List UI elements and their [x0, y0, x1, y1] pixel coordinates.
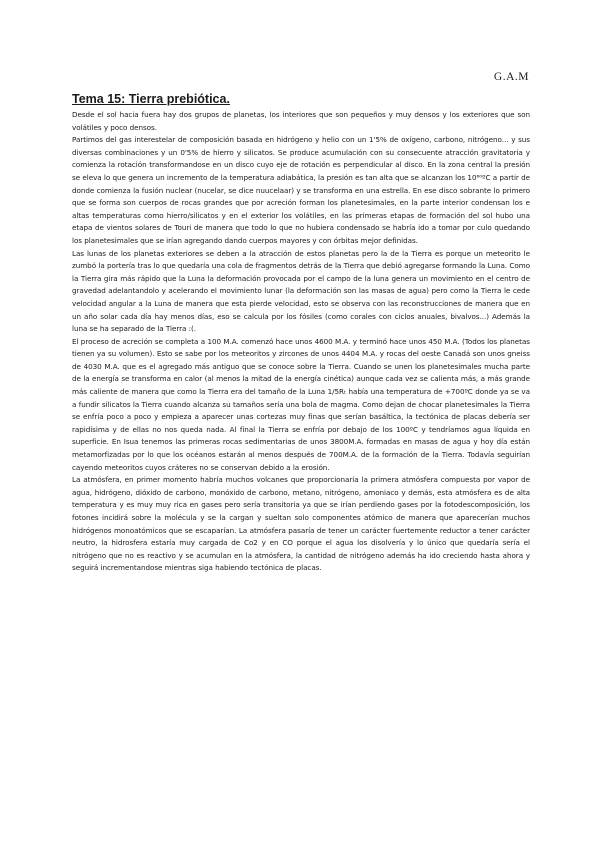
- paragraph-moon-formation: Las lunas de los planetas exteriores se deben a la atracción de estos planetas pero la de la Tierra es porque un meteorito le zumbó la portería tras lo que quedaría una cola de fragmentos detrás de la Tierra que debió agregarse formando la Luna. Como la Tierra gira más rápido que la Luna la deformación provocada por el campo de la luna genera un movimiento en el centro de gravedad adelantandolo y acelerando el movimiento lunar (la deformación son las masas de agua) pero como la Tierra le cede velocidad angular a la Luna de manera que esta pierde velocidad, esto se observa con las reconstrucciones de manera que en un año solar cada día hay menos días, eso se calcula por los fósiles (como corales con ciclos anuales, bivalvos...) Además la luna se ha separado de la Tierra :(.: [72, 248, 530, 334]
- paragraph-interstellar-gas: Partimos del gas interestelar de composición basada en hidrógeno y helio con un 1'5% de oxígeno, carbono, nitrógeno... y sus diversas combinaciones y un 0'5% de hierro y silicatos. Se produce acumulación con su consecuente atracción gravitatoria y comienza la rotación transformandose en un disco cuyo eje de rotación es perpendicular al disco. En la zona central la presión se eleva lo que genera un incremento de la temperatura adiabática, la presión es tan alta que se alcanzan los 10⁶⁰ºC a partir de donde comienza la fusión nuclear (nucelar, se dice nuucelaar) y se transforma en una estrella. En ese disco sobrante lo primero que se forma son cuerpos de rocas grandes que por acreción forman los planetesimales, en la parte interior condensan los e altas temperaturas como hierro/silicatos y en el exterior los volátiles, en las primeras etapas de formación del sol hubo una etapa de vientos solares de Touri de manera que todo lo que no hubiera condensado se habría ido a tomar por culo quedando los planetesimales que se irían agregando dando cuerpos mayores y con órbitas mejor definidas.: [72, 135, 530, 245]
- paragraph-atmosphere: La atmósfera, en primer momento habría muchos volcanes que proporcionaría la primera atmósfera compuesta por vapor de agua, hidrógeno, dióxido de carbono, monóxido de carbono, metano, nitrógeno, amoniaco y demás, esta atmósfera es de alta temperatura y es muy muy rica en gases pero sería transitoria ya que se irían perdiendo gases por la fotodescomposición, los fotones incidirá sobre la molécula y se la cargan y sueltan solo componentes atómico de manera que aparecerían muchos hidrógenos monoatómicos que se escaparían. La atmósfera pasaría de tener un carácter fuertemente reductor a tener carácter neutro, la hidrosfera estaría muy cargada de Co2 y en CO porque el agua los disolvería y lo único que quedaría sería el nitrógeno que no es reactivo y se acumulan en la atmósfera, la cantidad de nitrógeno además ha ido creciendo hasta ahora y seguirá incrementandose mientras siga habiendo tectónica de placas.: [72, 475, 530, 573]
- document-body: [72, 92, 530, 575]
- paragraph-planet-groups: Desde el sol hacia fuera hay dos grupos de planetas, los interiores que son pequeños y muy densos y los exteriores que son volátiles y poco densos.: [72, 110, 530, 132]
- author-initials: G.A.M: [493, 71, 529, 83]
- paragraph-accretion: El proceso de acreción se completa a 100 M.A. comenzó hace unos 4600 M.A. y terminó hace unos 450 M.A. (Todos los planetas tienen ya su volumen). Esto se sabe por los meteoritos y zircones de unos 4404 M.A. y rocas del oeste Canadá son unos gneiss de 4030 M.A. que es el agregado más antiguo que se conoce sobre la Tierra. Cuando se unen los planetesimales mucha parte de la energía se transforma en calor (al menos la mitad de la energía cinética) aunque cada vez se calienta más, a más grande más caliente de manera que como la Tierra era del tamaño de la Luna 1/5Rₜ había una temperatura de +700ºC donde ya se va a fundir silicatos la Tierra cuando alcanza su tamaños sería una bola de magma. Como dejan de chocar planetesimales la Tierra se enfría poco a poco y empieza a aparecer unas cortezas muy finas que serían basáltica, la tectónica de placas debería ser rapidísima y de ellas no nos queda nada. Al final la Tierra se enfría por debajo de los 100ºC y tendríamos agua líquida en superficie. En Isua tenemos las primeras rocas sedimentarias de unos 3800M.A. formadas en masas de agua y hoy día están metamorfizadas por lo que los océanos estarán al menos después de 700M.A. de la formación de la Tierra. Todavía seguirían cayendo meteoritos cuyos cráteres no se conservan debido a la erosión.: [72, 336, 530, 472]
- document-title: Tema 15: Tierra prebiótica.: [72, 92, 230, 106]
